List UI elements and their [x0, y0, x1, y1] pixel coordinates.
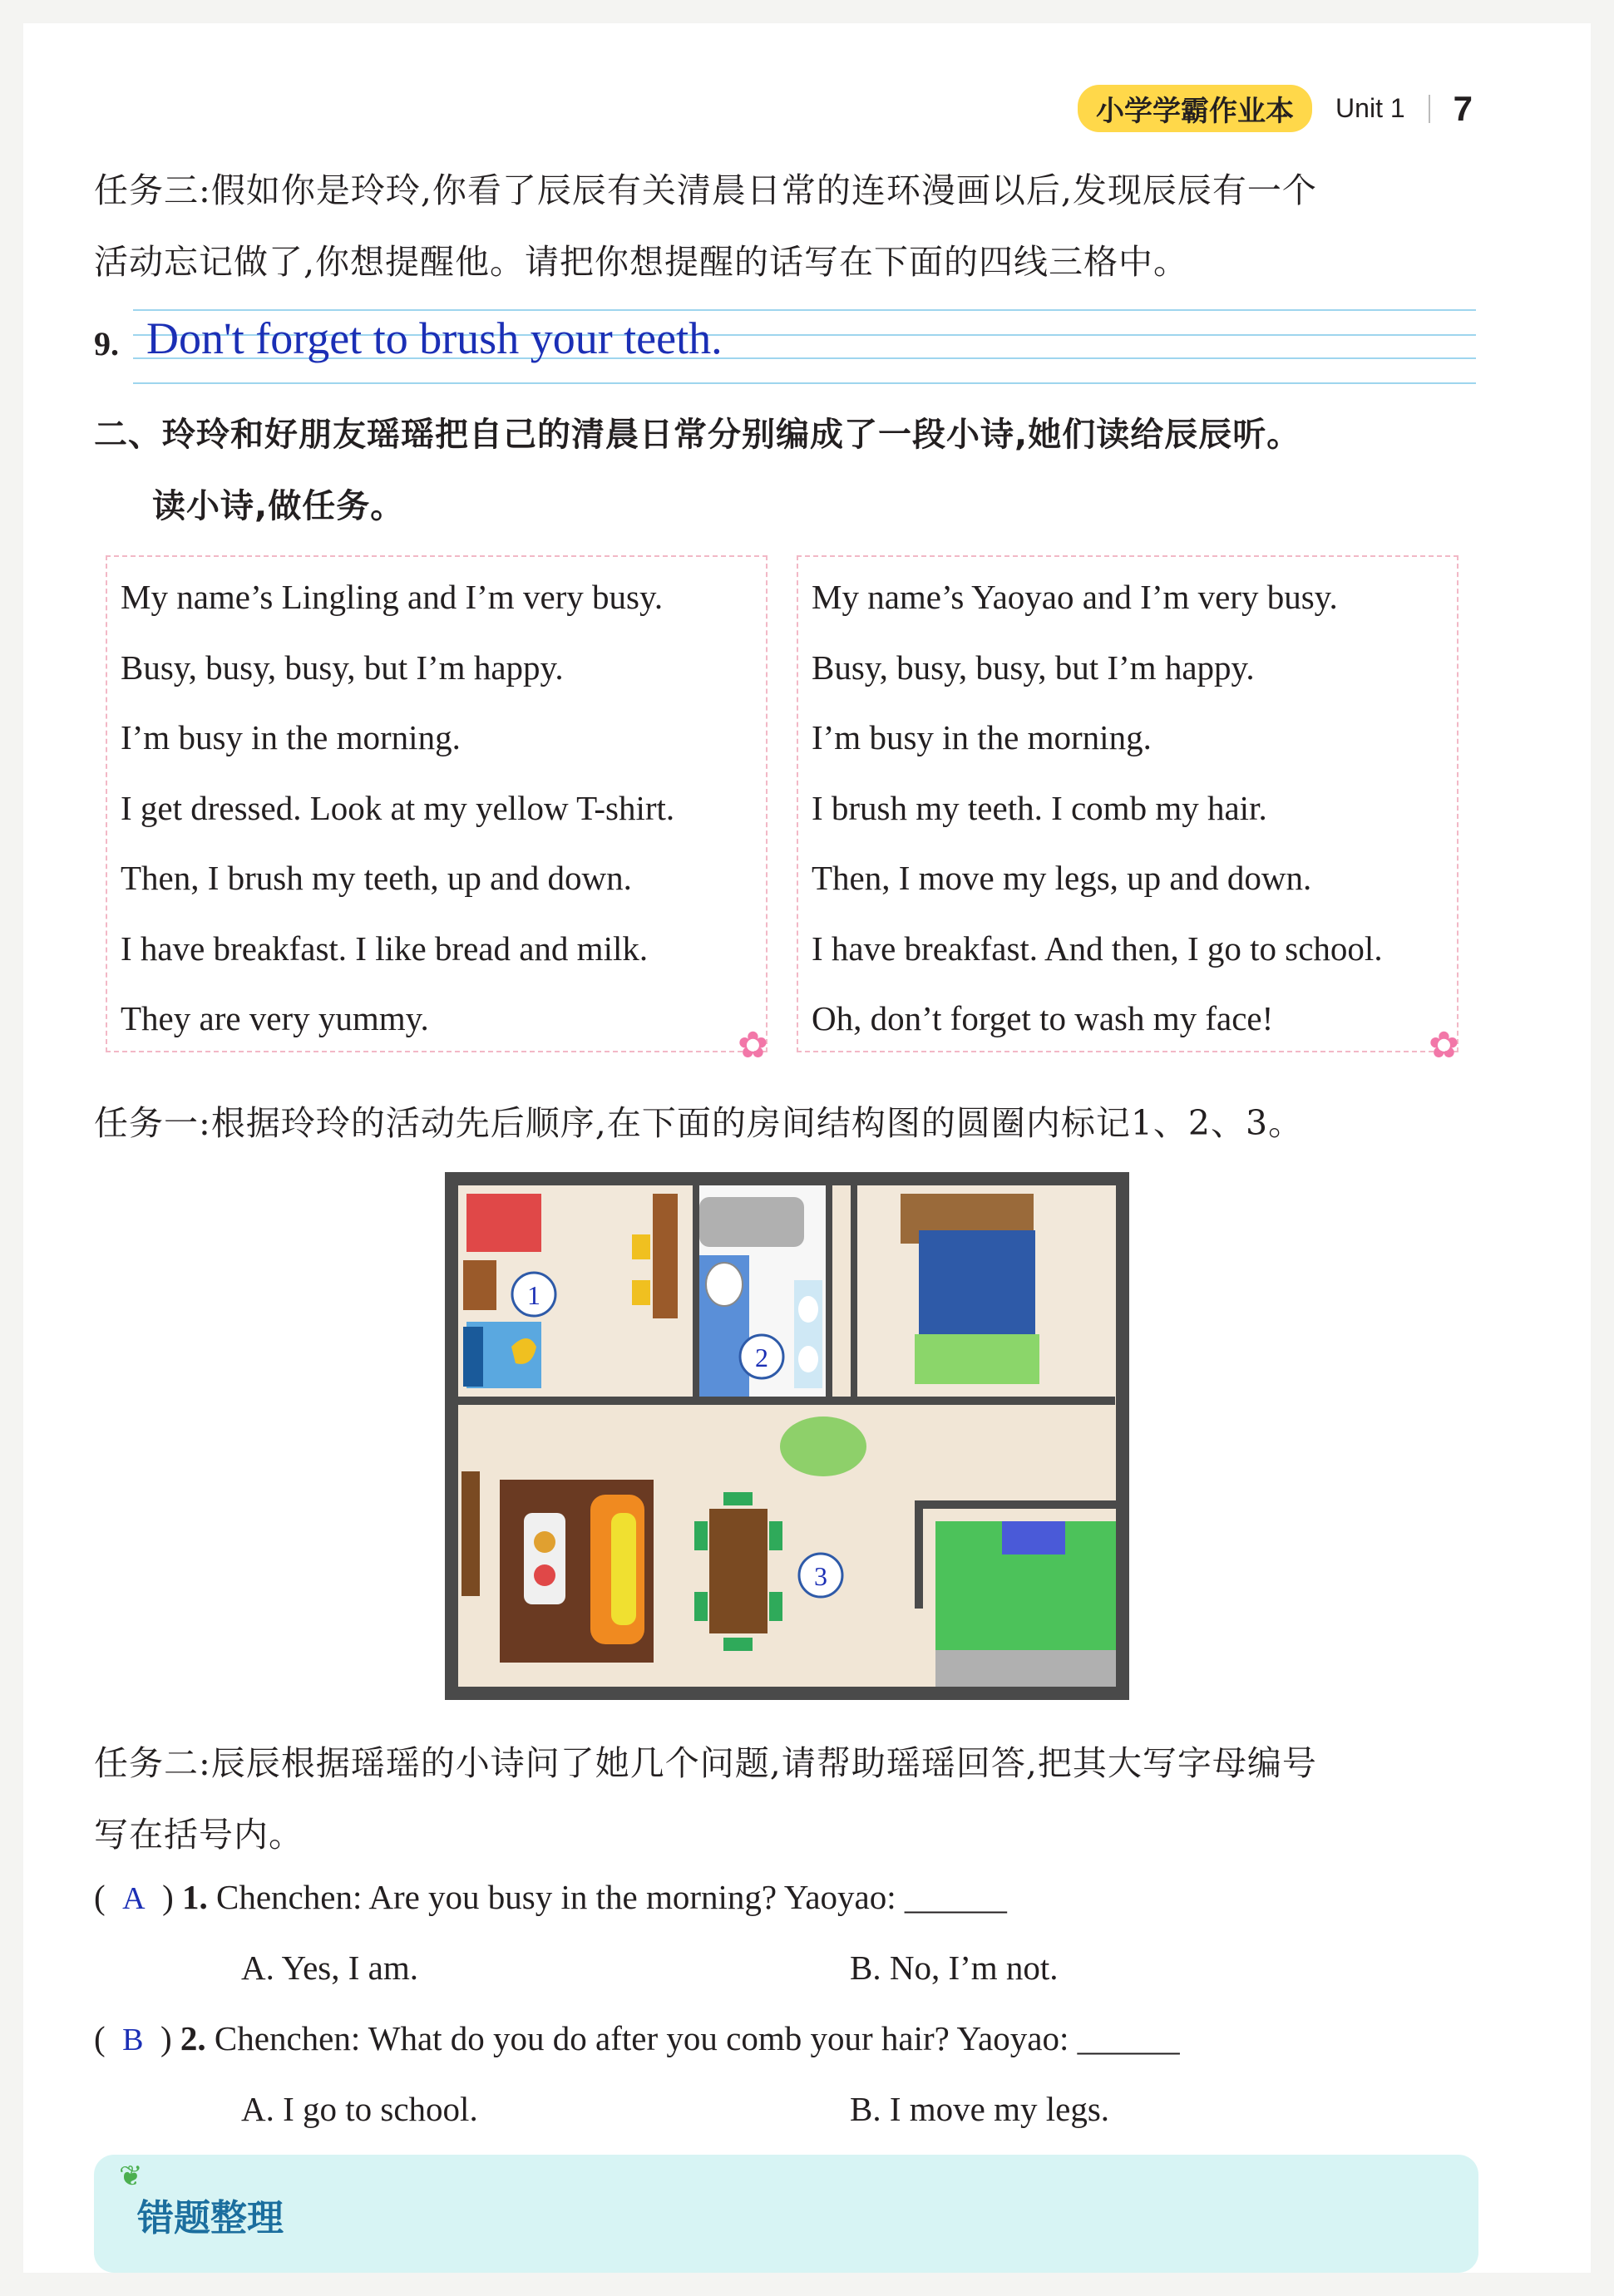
poem-line: Busy, busy, busy, but I’m happy. — [121, 648, 564, 687]
question-1-option-b: B. No, I’m not. — [850, 1949, 1059, 1987]
section2-subheading: 读小诗,做任务。 — [152, 487, 405, 525]
task2-line1: 任务二:辰辰根据瑶瑶的小诗问了她几个问题,请帮助瑶瑶回答,把其大写字母编号 — [94, 1743, 1317, 1783]
poem-line: Then, I move my legs, up and down. — [812, 859, 1312, 897]
question-1: ( A ) 1. Chenchen: Are you busy in the morning? Yaoyao: ______ — [94, 1878, 1007, 1916]
poem-line: I have breakfast. I like bread and milk. — [121, 929, 649, 968]
poem-line: Oh, don’t forget to wash my face! — [812, 999, 1274, 1037]
question-2-number: 2. — [180, 2019, 206, 2057]
poem-line: I’m busy in the morning. — [812, 718, 1152, 756]
poem-line: I brush my teeth. I comb my hair. — [812, 788, 1267, 827]
error-review-title: 错题整理 — [137, 2197, 284, 2239]
question-1-option-a: A. Yes, I am. — [241, 1949, 418, 1987]
question-9-answer[interactable]: Don't forget to brush your teeth. — [146, 313, 723, 363]
poem-line: I’m busy in the morning. — [121, 718, 461, 756]
book-title-badge: 小学学霸作业本 — [1078, 85, 1312, 132]
poem-line: I get dressed. Look at my yellow T-shirt. — [121, 788, 675, 827]
error-review-box — [94, 2155, 1478, 2273]
question-2-text: Chenchen: What do you do after you comb your hair? Yaoyao: ______ — [214, 2019, 1180, 2057]
question-2: ( B ) 2. Chenchen: What do you do after you comb your hair? Yaoyao: ______ — [94, 2019, 1180, 2057]
task3-line1: 任务三:假如你是玲玲,你看了辰辰有关清晨日常的连环漫画以后,发现辰辰有一个 — [94, 170, 1317, 210]
flower-icon: ✿ — [1429, 1024, 1459, 1067]
page-header — [1078, 85, 1473, 132]
poem-line: Busy, busy, busy, but I’m happy. — [812, 648, 1255, 687]
task1-instruction: 任务一:根据玲玲的活动先后顺序,在下面的房间结构图的圆圈内标记1、2、3。 — [94, 1103, 1304, 1143]
flower-icon: ✿ — [738, 1024, 768, 1067]
question-2-option-b: B. I move my legs. — [850, 2090, 1110, 2128]
question-1-text: Chenchen: Are you busy in the morning? Yaoyao: ______ — [216, 1878, 1007, 1916]
circle-label: 2 — [755, 1343, 768, 1372]
poem-line: Then, I brush my teeth, up and down. — [121, 859, 632, 897]
sprout-icon: ❦ — [119, 2160, 143, 2193]
task2-line2: 写在括号内。 — [94, 1815, 304, 1855]
question-9-number: 9. — [94, 325, 119, 362]
lingling-poem-box — [106, 555, 768, 1052]
poem-line: They are very yummy. — [121, 999, 429, 1037]
question-1-answer[interactable]: A — [122, 1881, 146, 1916]
poem-line: My name’s Yaoyao and I’m very busy. — [812, 578, 1338, 616]
poem-line: I have breakfast. And then, I go to school. — [812, 929, 1383, 968]
poem-line: My name’s Lingling and I’m very busy. — [121, 578, 664, 616]
circle-label: 1 — [527, 1280, 540, 1310]
unit-label: Unit 1 — [1335, 93, 1405, 123]
header-divider — [1429, 95, 1430, 123]
page-number: 7 — [1453, 88, 1473, 128]
yaoyao-poem-box — [797, 555, 1459, 1052]
house-floor-plan — [445, 1172, 1129, 1700]
circle-label: 3 — [814, 1561, 827, 1591]
question-1-number: 1. — [182, 1878, 208, 1916]
question-2-option-a: A. I go to school. — [241, 2090, 478, 2128]
question-2-answer[interactable]: B — [122, 2023, 144, 2057]
section2-heading: 二、玲玲和好朋友瑶瑶把自己的清晨日常分别编成了一段小诗,她们读给辰辰听。 — [94, 416, 1301, 454]
task3-line2: 活动忘记做了,你想提醒他。请把你想提醒的话写在下面的四线三格中。 — [94, 242, 1189, 282]
